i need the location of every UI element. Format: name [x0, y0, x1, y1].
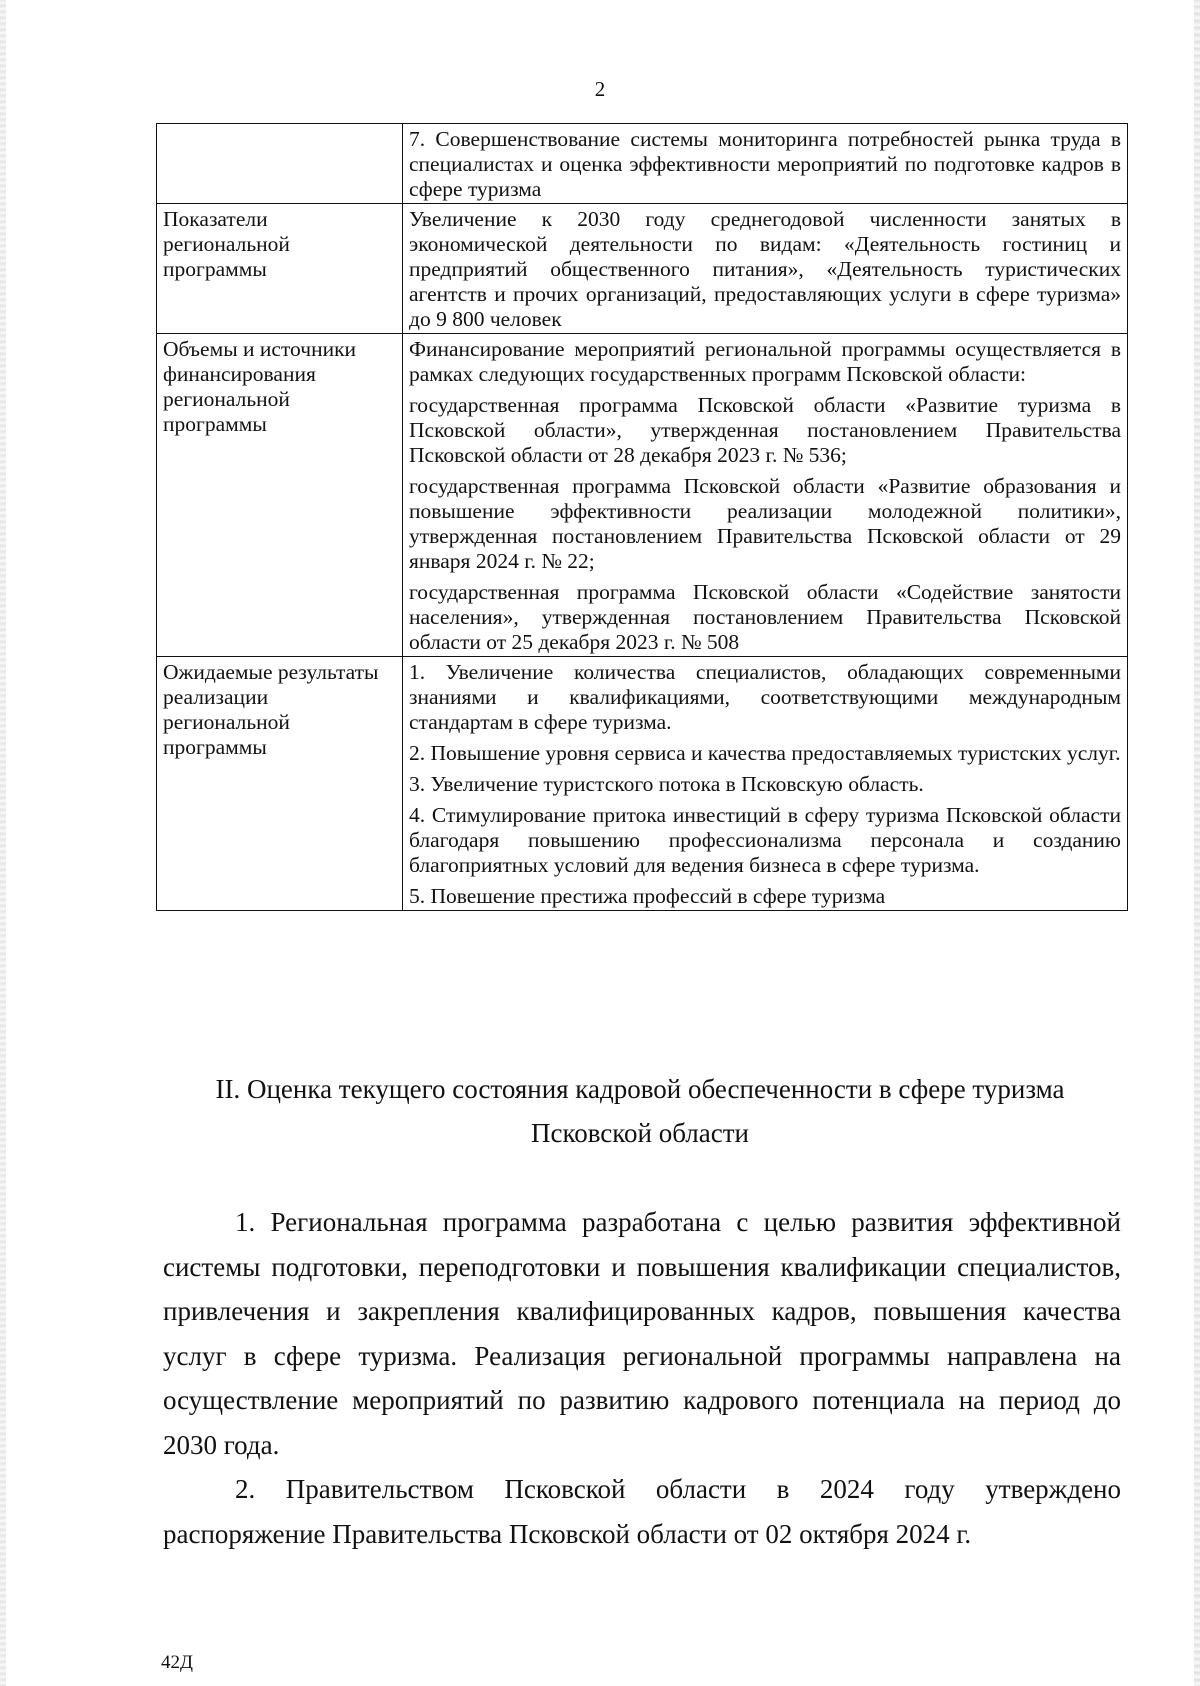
value-paragraph: 1. Увеличение количества специалистов, обладающих современными знаниями и квалификациями, соответствующими международным стандартам в сфере туризма. — [409, 660, 1121, 734]
row-value — [403, 124, 1128, 204]
value-paragraph: Увеличение к 2030 году среднегодовой численности занятых в экономической деятельности по видам: «Деятельность гостиниц и предприятий общественного питания», «Деятельность туристических агентств и прочих организаций, предоставляющих услуги в сфере туризма» до 9 800 человек — [409, 207, 1121, 331]
row-label: Объемы и источники финансирования региональной программы — [157, 334, 403, 657]
row-label: Ожидаемые результаты реализации региональной программы — [157, 657, 403, 911]
body-text — [163, 1200, 1121, 1556]
row-label — [157, 124, 403, 204]
value-paragraph: 4. Стимулирование притока инвестиций в сферу туризма Псковской области благодаря повышению профессионализма персонала и созданию благоприятных условий для ведения бизнеса в сфере туризма. — [409, 803, 1121, 877]
value-paragraph: государственная программа Псковской области «Содействие занятости населения», утвержденная постановлением Правительства Псковской области от 25 декабря 2023 г. № 508 — [409, 580, 1121, 654]
value-paragraph: 3. Увеличение туристского потока в Псковскую область. — [409, 772, 924, 796]
value-paragraph: Финансирование мероприятий региональной программы осуществляется в рамках следующих государственных программ Псковской области: — [409, 337, 1121, 386]
page-number: 2 — [594, 77, 606, 101]
value-paragraph: 5. Повешение престижа профессий в сфере туризма — [409, 884, 886, 908]
scan-edge-left — [0, 0, 6, 1686]
footer-document-code: 42Д — [161, 1652, 193, 1673]
row-label: Показатели региональной программы — [157, 204, 403, 334]
value-paragraph: 7. Совершенствование системы мониторинга потребностей рынка труда в специалистах и оценка эффективности мероприятий по подготовке кадров в сфере туризма — [409, 127, 1121, 201]
value-paragraph: государственная программа Псковской области «Развитие туризма в Псковской области», утвержденная постановлением Правительства Псковской области от 28 декабря 2023 г. № 536; — [409, 393, 1121, 467]
section-heading — [150, 1067, 1130, 1155]
table-row — [157, 204, 1128, 334]
body-paragraph: 2. Правительством Псковской области в 2024 году утверждено распоряжение Правительства Псковской области от 02 октября 2024 г. — [163, 1474, 1121, 1549]
table-row — [157, 334, 1128, 657]
row-value — [403, 334, 1128, 657]
program-passport-table — [156, 123, 1128, 911]
value-paragraph: 2. Повышение уровня сервиса и качества предоставляемых туристских услуг. — [409, 741, 1121, 765]
row-value — [403, 657, 1128, 911]
table-row — [157, 657, 1128, 911]
scan-edge-right — [1194, 0, 1200, 1686]
table-row — [157, 124, 1128, 204]
row-value — [403, 204, 1128, 334]
section-heading-line: Псковской области — [530, 1118, 749, 1148]
value-paragraph: государственная программа Псковской области «Развитие образования и повышение эффективности реализации молодежной политики», утвержденная постановлением Правительства Псковской области от 29 января 2024 г. № 22; — [409, 474, 1121, 573]
section-heading-line: II. Оценка текущего состояния кадровой обеспеченности в сфере туризма — [215, 1074, 1065, 1104]
body-paragraph: 1. Региональная программа разработана с целью развития эффективной системы подготовки, переподготовки и повышения квалификации специалистов, привлечения и закрепления квалифицированных кадров, повышения качества услуг в сфере туризма. Реализация региональной программы направлена на осуществление мероприятий по развитию кадрового потенциала на период до 2030 года. — [163, 1207, 1121, 1460]
